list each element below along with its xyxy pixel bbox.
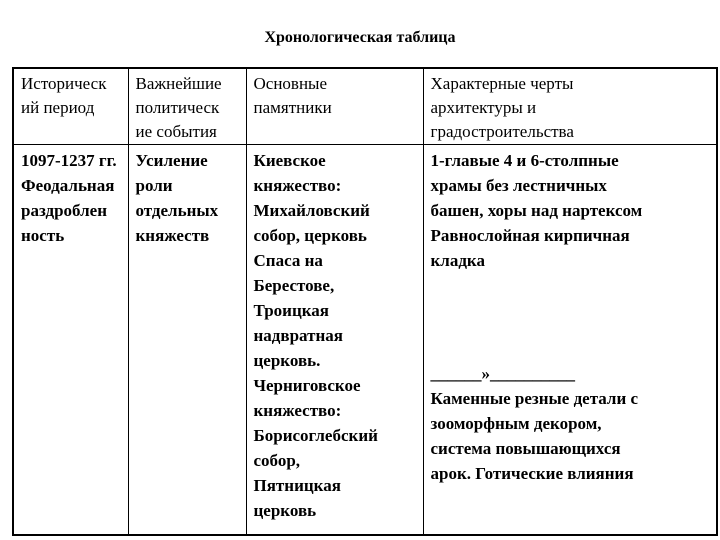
header-period: Историческ ий период xyxy=(13,68,128,145)
cell-events: Усиление роли отдельных княжеств xyxy=(128,145,246,536)
header-monuments: Основные памятники xyxy=(246,68,423,145)
cell-period: 1097-1237 гг. Феодальная раздроблен ность xyxy=(13,145,128,536)
blank-placeholder: ______»__________ xyxy=(430,364,575,383)
chronology-table xyxy=(12,67,718,536)
header-features: Характерные черты архитектуры и градостроительства xyxy=(423,68,717,145)
header-events: Важнейшие политическ ие события xyxy=(128,68,246,145)
table-row xyxy=(13,145,717,536)
cell-features: 1-главые 4 и 6-столпные храмы без лестничных башен, хоры над нартексом Равнослойная кирпичная кладка ______»__________ Каменные резные детали с зооморфным декором, система повышающихся арок. Готические влияния xyxy=(423,145,717,536)
header-row xyxy=(13,68,717,145)
cell-monuments: Киевское княжество: Михайловский собор, церковь Спаса на Берестове, Троицкая надвратная церковь. Черниговское княжество: Борисоглебский собор, Пятницкая церковь xyxy=(246,145,423,536)
page-title: Хронологическая таблица xyxy=(264,29,456,46)
